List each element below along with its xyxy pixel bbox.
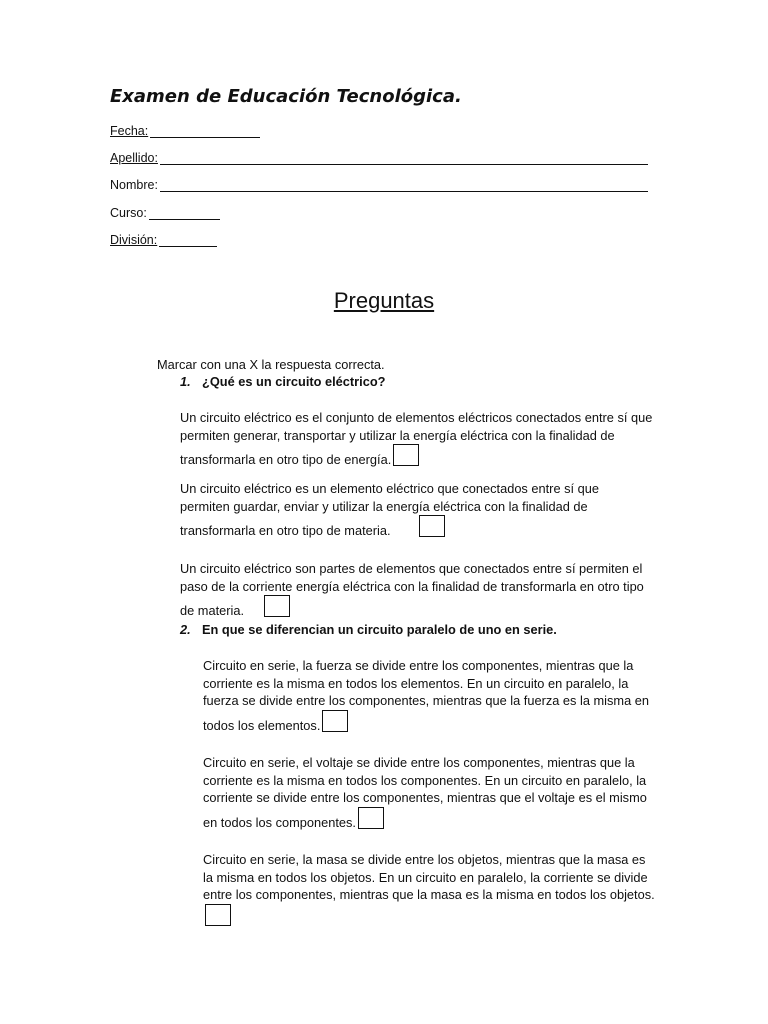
date-label: Fecha: [110, 124, 149, 138]
question-1-number: 1. [180, 374, 191, 389]
option-text: Un circuito eléctrico es el conjunto de elementos eléctricos conectados entre sí que permiten generar, transportar y utilizar la energía eléctrica con la finalidad de transformarla en otro tipo de energía. [180, 410, 653, 467]
division-blank-line[interactable] [159, 234, 217, 247]
course-blank-line[interactable] [149, 207, 220, 220]
instruction-text: Marcar con una X la respuesta correcta. [157, 357, 385, 372]
name-blank-line[interactable] [160, 179, 648, 192]
date-blank-line[interactable] [150, 125, 260, 138]
question-1-option-3 [180, 560, 658, 620]
course-label: Curso: [110, 206, 147, 220]
date-field[interactable] [110, 120, 260, 138]
section-heading: Preguntas [333, 288, 435, 313]
answer-checkbox[interactable] [358, 807, 384, 829]
name-label: Nombre: [110, 178, 158, 192]
division-field[interactable] [110, 229, 217, 247]
option-text: Un circuito eléctrico es un elemento eléctrico que conectados entre sí que permiten guardar, enviar y utilizar la energía eléctrica con la finalidad de transformarla en otro tipo de materia. [180, 481, 599, 538]
question-2-option-1 [203, 657, 658, 734]
surname-field[interactable] [110, 147, 648, 165]
exam-title: Examen de Educación Tecnológica. [110, 86, 462, 107]
option-text: Circuito en serie, la fuerza se divide entre los componentes, mientras que la corriente es la misma en todos los elementos. En un circuito en paralelo, la fuerza se divide entre los componentes, mientras que la fuerza es la misma en todos los elementos. [203, 658, 649, 733]
question-2-option-3 [203, 851, 658, 928]
answer-checkbox[interactable] [322, 710, 348, 732]
answer-checkbox[interactable] [205, 904, 231, 926]
surname-label: Apellido: [110, 151, 158, 165]
question-2 [180, 622, 557, 637]
answer-checkbox[interactable] [264, 595, 290, 617]
question-1-option-1 [180, 409, 658, 469]
answer-checkbox[interactable] [419, 515, 445, 537]
question-1 [180, 374, 385, 389]
option-text: Un circuito eléctrico son partes de elementos que conectados entre sí permiten el paso de la corriente energía eléctrica con la finalidad de transformarla en otro tipo de materia. [180, 561, 644, 618]
answer-checkbox[interactable] [393, 444, 419, 466]
name-field[interactable] [110, 174, 648, 192]
surname-blank-line[interactable] [160, 152, 648, 165]
question-1-text: ¿Qué es un circuito eléctrico? [202, 374, 386, 389]
course-field[interactable] [110, 202, 220, 220]
question-2-text: En que se diferencian un circuito paralelo de uno en serie. [202, 622, 557, 637]
division-label: División: [110, 233, 158, 247]
option-text: Circuito en serie, la masa se divide entre los objetos, mientras que la masa es la misma en todos los objetos. En un circuito en paralelo, la corriente se divide entre los componentes, mientras que la masa es la misma en todos los objetos. [203, 852, 655, 902]
option-text: Circuito en serie, el voltaje se divide entre los componentes, mientras que la corriente es la misma en todos los componentes. En un circuito en paralelo, la corriente se divide entre los componentes, mientras que el voltaje es el mismo en todos los componentes. [203, 755, 647, 830]
question-2-number: 2. [180, 622, 191, 637]
question-2-option-2 [203, 754, 658, 831]
question-1-option-2 [180, 480, 630, 540]
